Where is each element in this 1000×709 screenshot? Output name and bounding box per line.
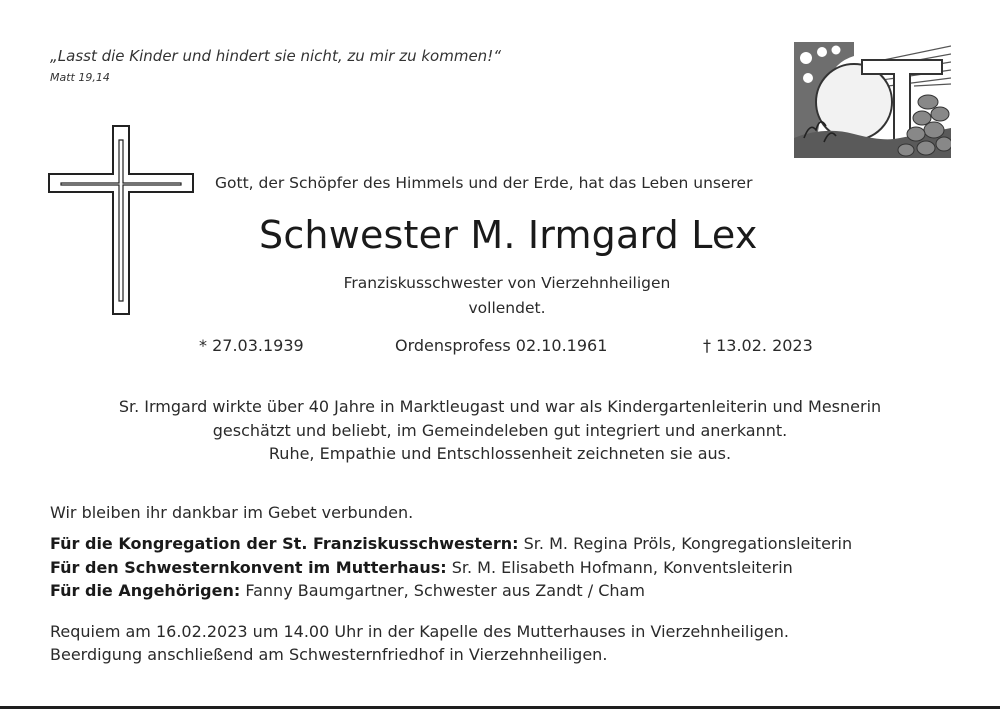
deceased-name: Schwester M. Irmgard Lex — [259, 213, 758, 257]
death-date: † 13.02. 2023 — [703, 336, 813, 355]
bible-reference: Matt 19,14 — [50, 71, 110, 84]
burial-info: Beerdigung anschließend am Schwesternfriedhof in Vierzehnheiligen. — [50, 645, 608, 664]
mourner-text: Fanny Baumgartner, Schwester aus Zandt / Cham — [240, 581, 645, 600]
thanks-text: Wir bleiben ihr dankbar im Gebet verbunden. — [50, 503, 414, 522]
mourner-text: Sr. M. Regina Pröls, Kongregationsleiterin — [518, 534, 853, 553]
mourner-label: Für die Kongregation der St. Franziskusschwestern: — [50, 534, 519, 553]
mourner-line — [50, 581, 645, 600]
mourner-line — [50, 534, 852, 553]
deceased-subtitle: Franziskusschwester von Vierzehnheiligen — [343, 274, 671, 292]
franciscan-tau-emblem-icon — [794, 42, 951, 158]
biography-line: geschätzt und beliebt, im Gemeindeleben gut integriert und anerkannt. — [212, 421, 788, 440]
outlined-latin-cross-icon — [48, 125, 194, 315]
mourner-label: Für die Angehörigen: — [50, 581, 241, 600]
bible-quote: „Lasst die Kinder und hindert sie nicht, zu mir zu kommen!“ — [50, 47, 501, 65]
requiem-info: Requiem am 16.02.2023 um 14.00 Uhr in der Kapelle des Mutterhauses in Vierzehnheiligen. — [50, 622, 790, 641]
birth-date: * 27.03.1939 — [199, 336, 304, 355]
biography-line: Ruhe, Empathie und Entschlossenheit zeichneten sie aus. — [268, 444, 732, 463]
mourner-label: Für den Schwesternkonvent im Mutterhaus: — [50, 558, 447, 577]
announcement-intro: Gott, der Schöpfer des Himmels und der Erde, hat das Leben unserer — [215, 174, 753, 192]
biography-line: Sr. Irmgard wirkte über 40 Jahre in Marktleugast und war als Kindergartenleiterin und Mesnerin — [118, 397, 882, 416]
mourner-line — [50, 558, 793, 577]
mourner-text: Sr. M. Elisabeth Hofmann, Konventsleiterin — [446, 558, 793, 577]
profession-date: Ordensprofess 02.10.1961 — [395, 336, 608, 355]
completed-text: vollendet. — [468, 299, 546, 317]
